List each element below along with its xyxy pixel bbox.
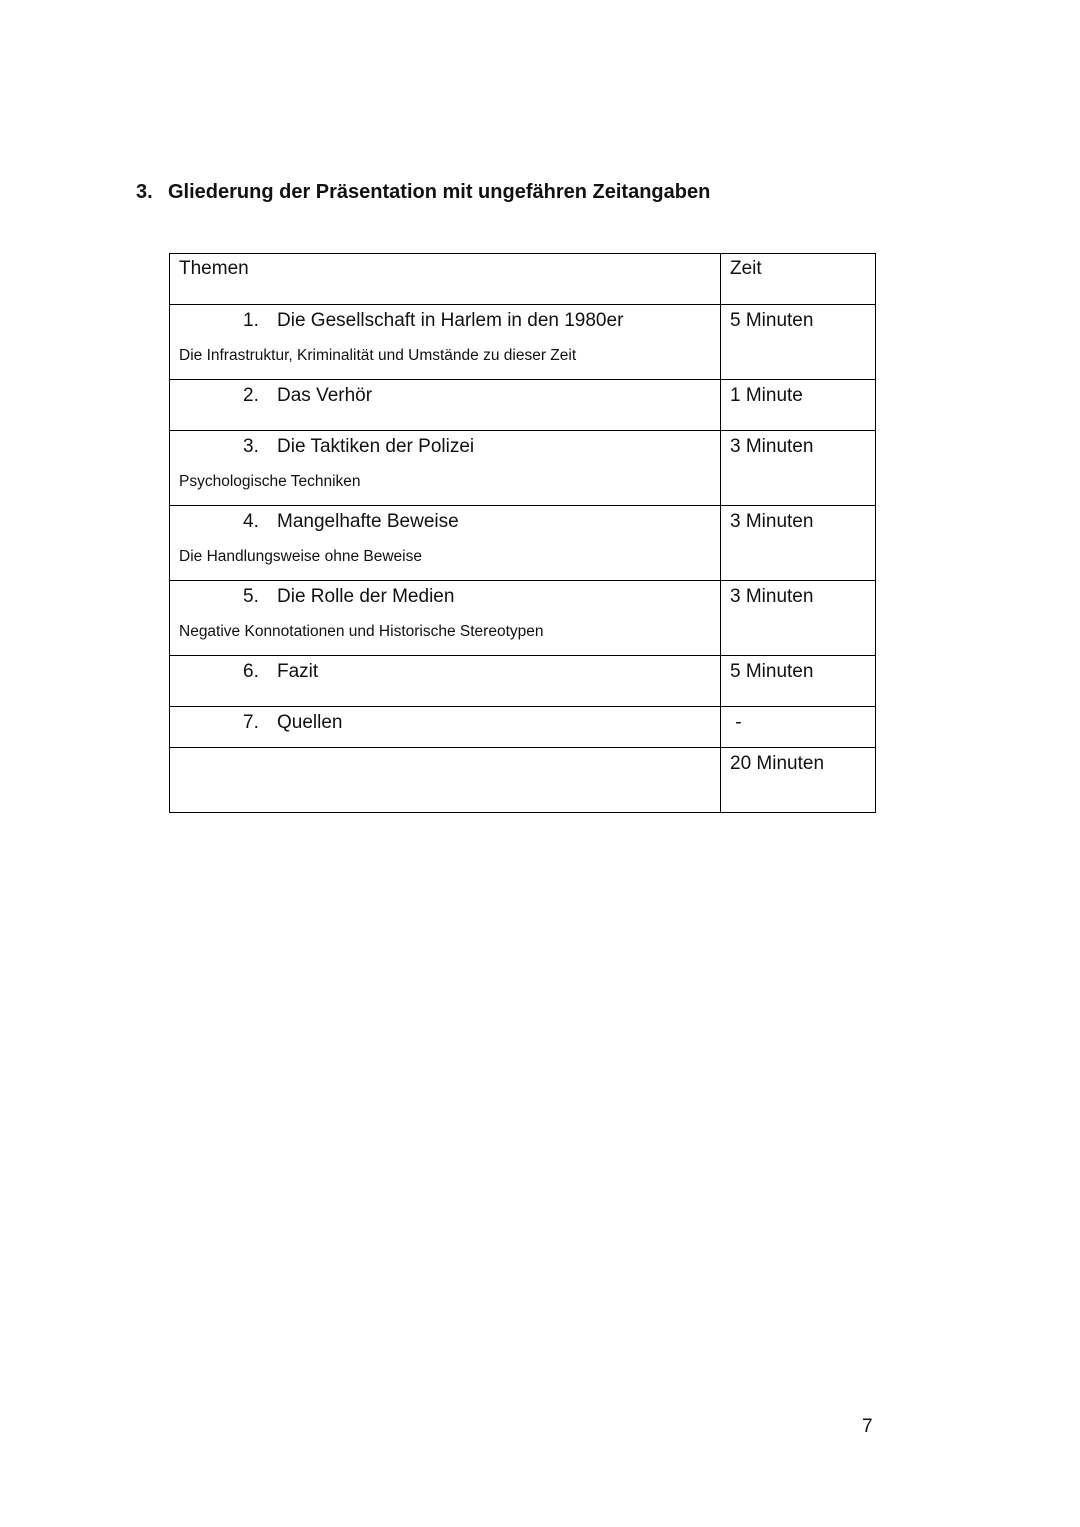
table-row [170, 305, 876, 380]
topic-title: 7. Quellen [243, 712, 343, 733]
topic-subtitle: Negative Konnotationen und Historische Stereotypen [179, 623, 544, 640]
section-number: 3. [136, 181, 153, 203]
topic-title: 6. Fazit [243, 661, 319, 682]
topic-cell [170, 707, 721, 748]
topic-title: 5. Die Rolle der Medien [243, 586, 455, 607]
topic-cell [170, 581, 721, 656]
topic-title: 1. Die Gesellschaft in Harlem in den 1980er [243, 310, 624, 331]
topic-cell [170, 506, 721, 581]
topic-subtitle: Die Infrastruktur, Kriminalität und Umstände zu dieser Zeit [179, 347, 577, 364]
topic-title: 4. Mangelhafte Beweise [243, 511, 459, 532]
topic-title: 2. Das Verhör [243, 385, 373, 406]
page-number: 7 [862, 1416, 873, 1437]
table-row [170, 656, 876, 707]
time-cell: 1 Minute [721, 380, 876, 431]
table-row [170, 581, 876, 656]
presentation-outline-table [169, 253, 876, 813]
table-header-row [170, 254, 876, 305]
empty-cell [170, 748, 721, 813]
table-total-row [170, 748, 876, 813]
topic-cell [170, 305, 721, 380]
time-cell: 5 Minuten [721, 305, 876, 380]
topic-cell [170, 380, 721, 431]
total-time-cell: 20 Minuten [721, 748, 876, 813]
section-title: Gliederung der Präsentation mit ungefähren Zeitangaben [168, 181, 711, 203]
time-cell: 3 Minuten [721, 581, 876, 656]
header-cell-time: Zeit [721, 254, 876, 305]
topic-subtitle: Psychologische Techniken [179, 473, 361, 490]
topic-cell [170, 431, 721, 506]
time-cell: 3 Minuten [721, 431, 876, 506]
time-cell: 5 Minuten [721, 656, 876, 707]
header-cell-topics: Themen [170, 254, 721, 305]
section-heading [136, 181, 710, 204]
table-row [170, 431, 876, 506]
table-row [170, 707, 876, 748]
topic-title: 3. Die Taktiken der Polizei [243, 436, 475, 457]
topic-cell [170, 656, 721, 707]
table-row [170, 506, 876, 581]
time-cell: 3 Minuten [721, 506, 876, 581]
topic-subtitle: Die Handlungsweise ohne Beweise [179, 548, 422, 565]
table-row [170, 380, 876, 431]
time-cell: - [721, 707, 876, 748]
